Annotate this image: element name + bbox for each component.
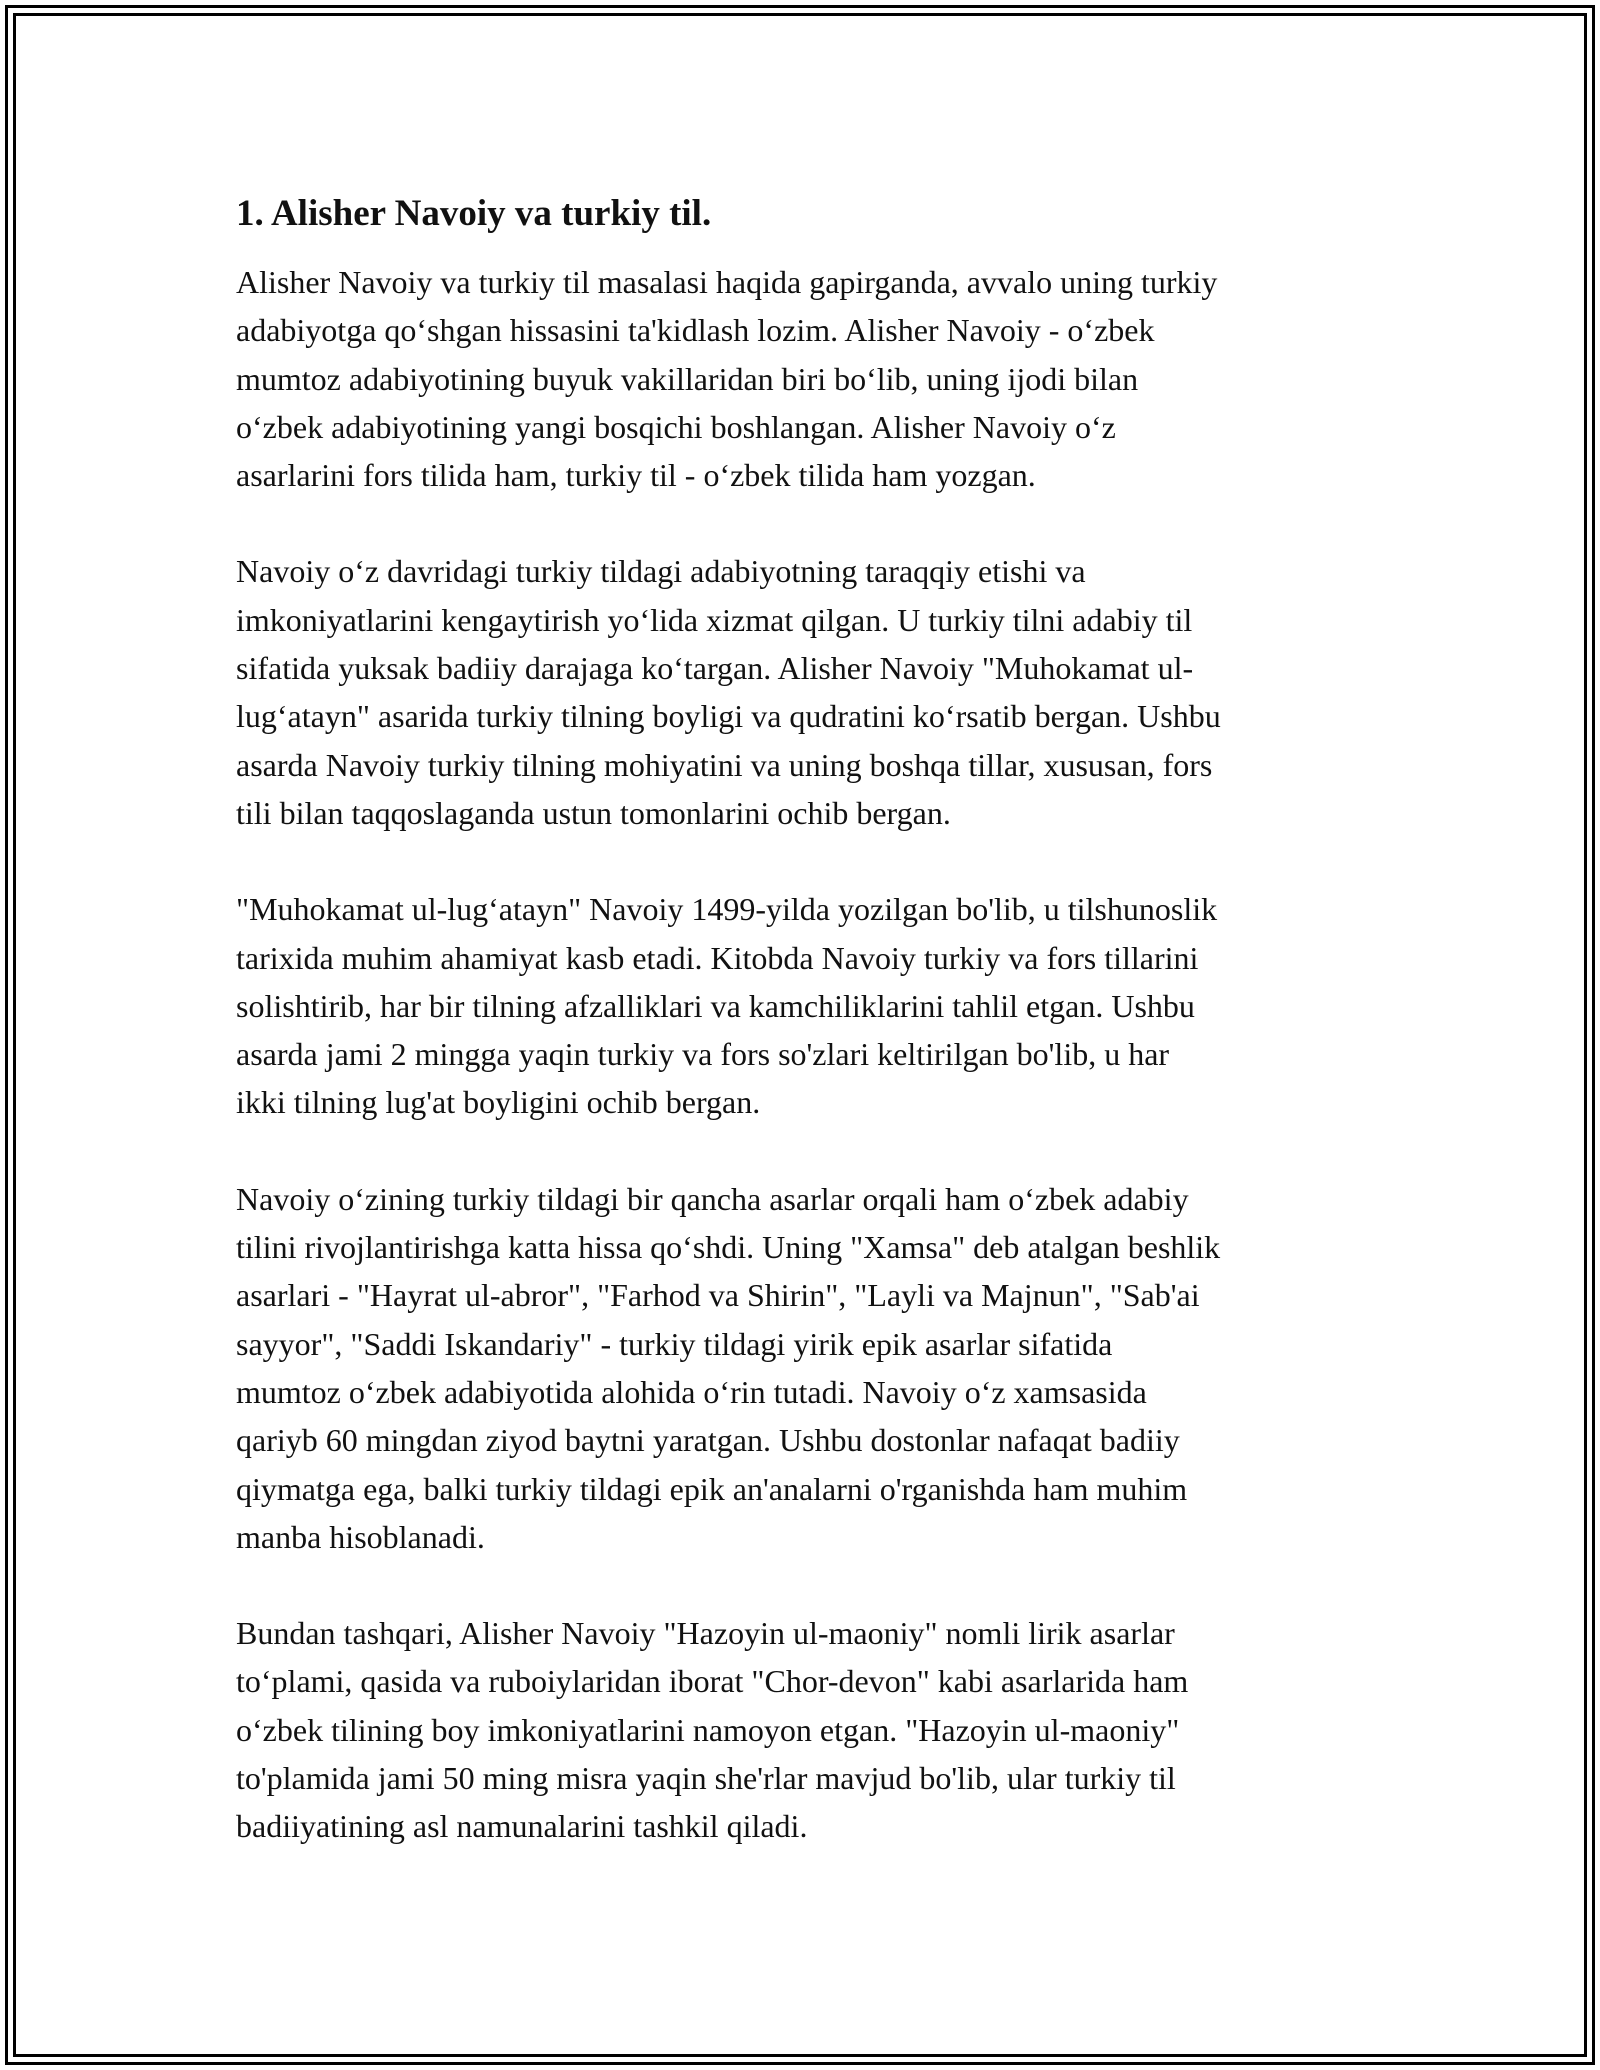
paragraph-line: qariyb 60 mingdan ziyod baytni yaratgan. Ushbu dostonlar nafaqat badiiy [236,1422,1180,1459]
paragraph-line: asarda Navoiy turkiy tilning mohiyatini va uning boshqa tillar, xususan, fors [236,746,1213,783]
paragraph-line: sayyor", "Saddi Iskandariy" - turkiy tildagi yirik epik asarlar sifatida [236,1325,1113,1362]
paragraph-line: asarlari - "Hayrat ul-abror", "Farhod va Shirin", "Layli va Majnun", "Sab'ai [236,1277,1200,1314]
paragraph-line: tarixida muhim ahamiyat kasb etadi. Kitobda Navoiy turkiy va fors tillarini [236,939,1199,976]
paragraph-3 [236,885,1386,1126]
paragraph-4 [236,1175,1386,1561]
paragraph-line: to'plamida jami 50 ming misra yaqin she'rlar mavjud bo'lib, ular turkiy til [236,1760,1176,1797]
paragraph-line: badiiyatining asl namunalarini tashkil qiladi. [236,1808,808,1845]
paragraph-line: imkoniyatlarini kengaytirish yo‘lida xizmat qilgan. U turkiy tilni adabiy til [236,601,1193,638]
paragraph-line: o‘zbek adabiyotining yangi bosqichi boshlangan. Alisher Navoiy o‘z [236,408,1116,445]
paragraph-line: o‘zbek tilining boy imkoniyatlarini namoyon etgan. "Hazoyin ul-maoniy" [236,1711,1180,1748]
paragraph-line: asarlarini fors tilida ham, turkiy til - o‘zbek tilida ham yozgan. [236,457,1036,494]
paragraph-line: adabiyotga qo‘shgan hissasini ta'kidlash lozim. Alisher Navoiy - o‘zbek [236,312,1155,349]
paragraph-line: sifatida yuksak badiiy darajaga ko‘targan. Alisher Navoiy "Muhokamat ul- [236,650,1194,687]
paragraph-line: Alisher Navoiy va turkiy til masalasi haqida gapirganda, avvalo uning turkiy [236,264,1218,300]
document-body [236,190,1386,1851]
paragraph-line: "Muhokamat ul-lug‘atayn" Navoiy 1499-yilda yozilgan bo'lib, u tilshunoslik [236,891,1218,928]
paragraph-line: Navoiy o‘z davridagi turkiy tildagi adabiyotning taraqqiy etishi va [236,553,1086,590]
paragraph-line: tilini rivojlantirishga katta hissa qo‘shdi. Uning "Xamsa" deb atalgan beshlik [236,1229,1221,1266]
paragraph-line: Navoiy o‘zining turkiy tildagi bir qancha asarlar orqali ham o‘zbek adabiy [236,1180,1189,1217]
paragraph-2 [236,547,1386,837]
paragraph-line: mumtoz adabiyotining buyuk vakillaridan biri bo‘lib, uning ijodi bilan [236,360,1139,397]
paragraph-line: solishtirib, har bir tilning afzalliklari va kamchiliklarini tahlil etgan. Ushbu [236,987,1195,1024]
paragraph-5 [236,1609,1386,1850]
paragraph-1 [236,258,1386,499]
paragraph-line: mumtoz o‘zbek adabiyotida alohida o‘rin tutadi. Navoiy o‘z xamsasida [236,1373,1147,1410]
paragraph-line: lug‘atayn" asarida turkiy tilning boyligi va qudratini ko‘rsatib bergan. Ushbu [236,698,1221,735]
document-title: 1. Alisher Navoiy va turkiy til. [236,193,712,234]
paragraph-line: qiymatga ega, balki turkiy tildagi epik an'analarni o'rganishda ham muhim [236,1470,1188,1507]
paragraph-line: asarda jami 2 mingga yaqin turkiy va fors so'zlari keltirilgan bo'lib, u har [236,1036,1170,1073]
paragraph-line: to‘plami, qasida va ruboiylaridan iborat "Chor-devon" kabi asarlarida ham [236,1663,1189,1700]
paragraph-line: Bundan tashqari, Alisher Navoiy "Hazoyin ul-maoniy" nomli lirik asarlar [236,1615,1175,1652]
paragraph-line: ikki tilning lug'at boyligini ochib bergan. [236,1084,761,1121]
paragraph-line: tili bilan taqqoslaganda ustun tomonlarini ochib bergan. [236,794,951,831]
paragraph-line: manba hisoblanadi. [236,1518,485,1555]
